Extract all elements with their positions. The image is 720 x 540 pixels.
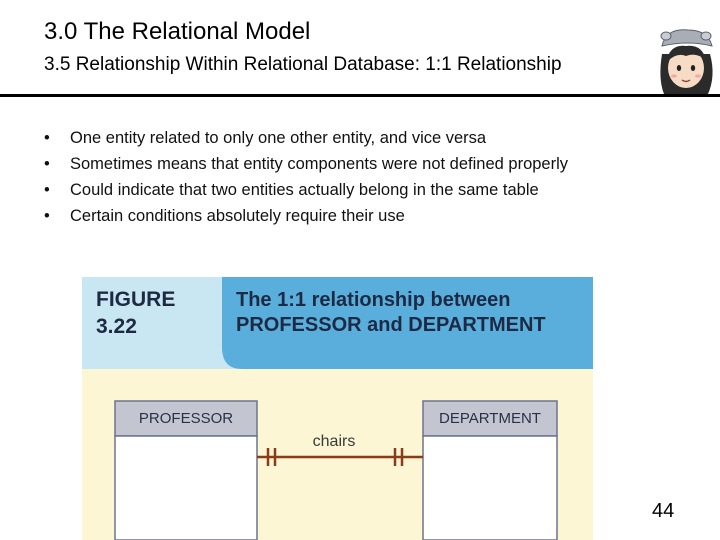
bullet-item (44, 206, 568, 232)
slide-subtitle: 3.5 Relationship Within Relational Database: 1:1 Relationship (44, 54, 562, 75)
bullet-marker: • (44, 181, 50, 199)
page-number: 44 (652, 500, 675, 522)
entity-department-label: DEPARTMENT (439, 410, 541, 427)
cartoon-girl-with-cap-icon (652, 24, 720, 96)
relationship-label: chairs (312, 433, 356, 450)
slide-title: 3.0 The Relational Model (44, 18, 311, 45)
bullet-list (44, 128, 568, 232)
bullet-marker: • (44, 207, 50, 225)
figure-label-line2: 3.22 (96, 315, 137, 338)
bullet-text: Could indicate that two entities actually belong in the same table (70, 181, 539, 199)
bullet-marker: • (44, 129, 50, 147)
bullet-item (44, 154, 568, 180)
bullet-text: One entity related to only one other entity, and vice versa (70, 129, 487, 147)
title-divider (0, 94, 720, 97)
entity-department-body (423, 436, 557, 540)
bullet-item (44, 128, 568, 154)
bullet-text: Sometimes means that entity components were not defined properly (70, 155, 569, 173)
figure-caption-line1: The 1:1 relationship between (236, 289, 511, 311)
figure-label-line1: FIGURE (96, 288, 176, 311)
bullet-item (44, 180, 568, 206)
bullet-text: Certain conditions absolutely require their use (70, 207, 405, 225)
entity-department (423, 401, 557, 540)
entity-professor (115, 401, 257, 540)
entity-professor-body (115, 436, 257, 540)
bullet-marker: • (44, 155, 50, 173)
entity-professor-label: PROFESSOR (138, 410, 234, 427)
erd-figure (82, 277, 593, 540)
figure-caption-line2: PROFESSOR and DEPARTMENT (236, 314, 546, 336)
